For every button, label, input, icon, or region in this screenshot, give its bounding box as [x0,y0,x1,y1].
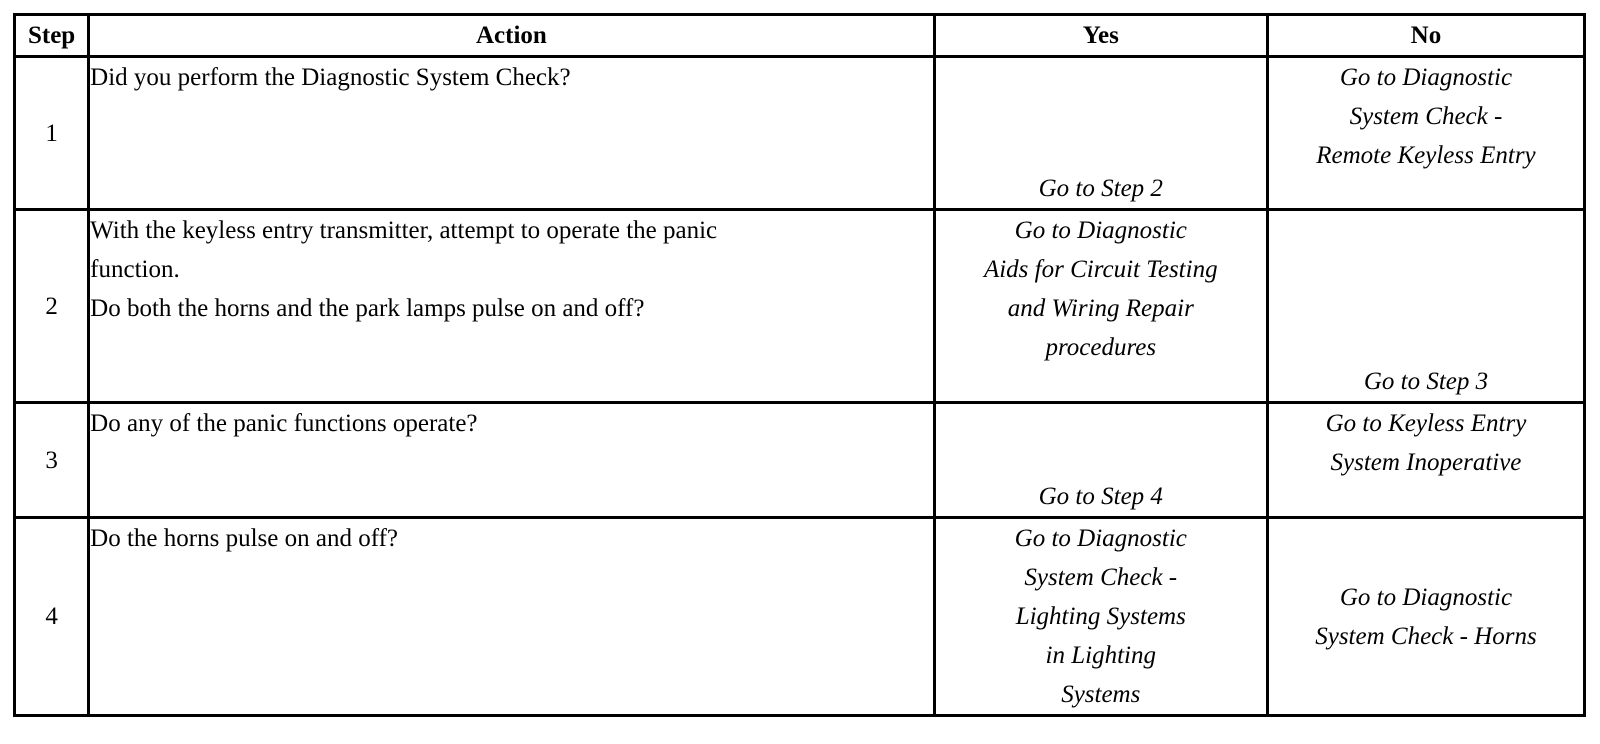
no-cell [1267,210,1584,403]
no-text: System Check - Horns [1315,622,1537,650]
header-row [15,15,1585,57]
action-cell [89,57,934,210]
no-cell [1267,403,1584,518]
yes-text: System Check - [1024,564,1178,591]
no-text: Go to Diagnostic [1339,64,1513,91]
header-action: Action [89,15,934,57]
action-text: function. [90,256,180,283]
table-row-step-4 [15,518,1585,716]
no-text: Go to Keyless Entry [1325,410,1527,437]
yes-text: Systems [1061,681,1141,708]
header-no: No [1267,15,1584,57]
yes-text: and Wiring Repair [1007,295,1194,322]
action-cell [89,518,934,716]
yes-cell [934,403,1267,518]
table-row-step-1 [15,57,1585,210]
table-row-step-2 [15,210,1585,403]
yes-cell [934,518,1267,716]
action-cell [89,210,934,403]
no-cell [1267,518,1584,716]
yes-text: procedures [1045,334,1157,361]
action-text: Do any of the panic functions operate? [90,410,478,437]
action-cell [89,403,934,518]
no-text: Go to Diagnostic [1339,583,1513,611]
action-text: Did you perform the Diagnostic System Check? [90,64,571,91]
step-number: 4 [15,518,89,716]
yes-text: Aids for Circuit Testing [983,256,1218,283]
action-text: Do both the horns and the park lamps pulse on and off? [90,295,645,322]
header-step: Step [15,15,89,57]
yes-text: Lighting Systems [1015,603,1186,630]
no-cell [1267,57,1584,210]
action-text: With the keyless entry transmitter, attempt to operate the panic [90,217,718,244]
step-number: 2 [15,210,89,403]
diagnostic-table-container [13,13,1586,717]
step-number: 3 [15,403,89,518]
no-text: System Inoperative [1330,449,1522,476]
diagnostic-table [13,13,1586,717]
table-row-step-3 [15,403,1585,518]
no-text: System Check - [1349,103,1503,130]
yes-text: Go to Step 4 [1038,483,1163,510]
yes-cell [934,210,1267,403]
yes-text: Go to Step 2 [1038,175,1163,202]
step-number: 1 [15,57,89,210]
yes-text: in Lighting [1045,642,1156,669]
header-yes: Yes [934,15,1267,57]
yes-text: Go to Diagnostic [1014,525,1187,552]
yes-cell [934,57,1267,210]
no-text: Go to Step 3 [1363,368,1489,395]
yes-text: Go to Diagnostic [1014,217,1187,244]
action-text: Do the horns pulse on and off? [90,525,398,552]
no-text: Remote Keyless Entry [1316,142,1536,169]
